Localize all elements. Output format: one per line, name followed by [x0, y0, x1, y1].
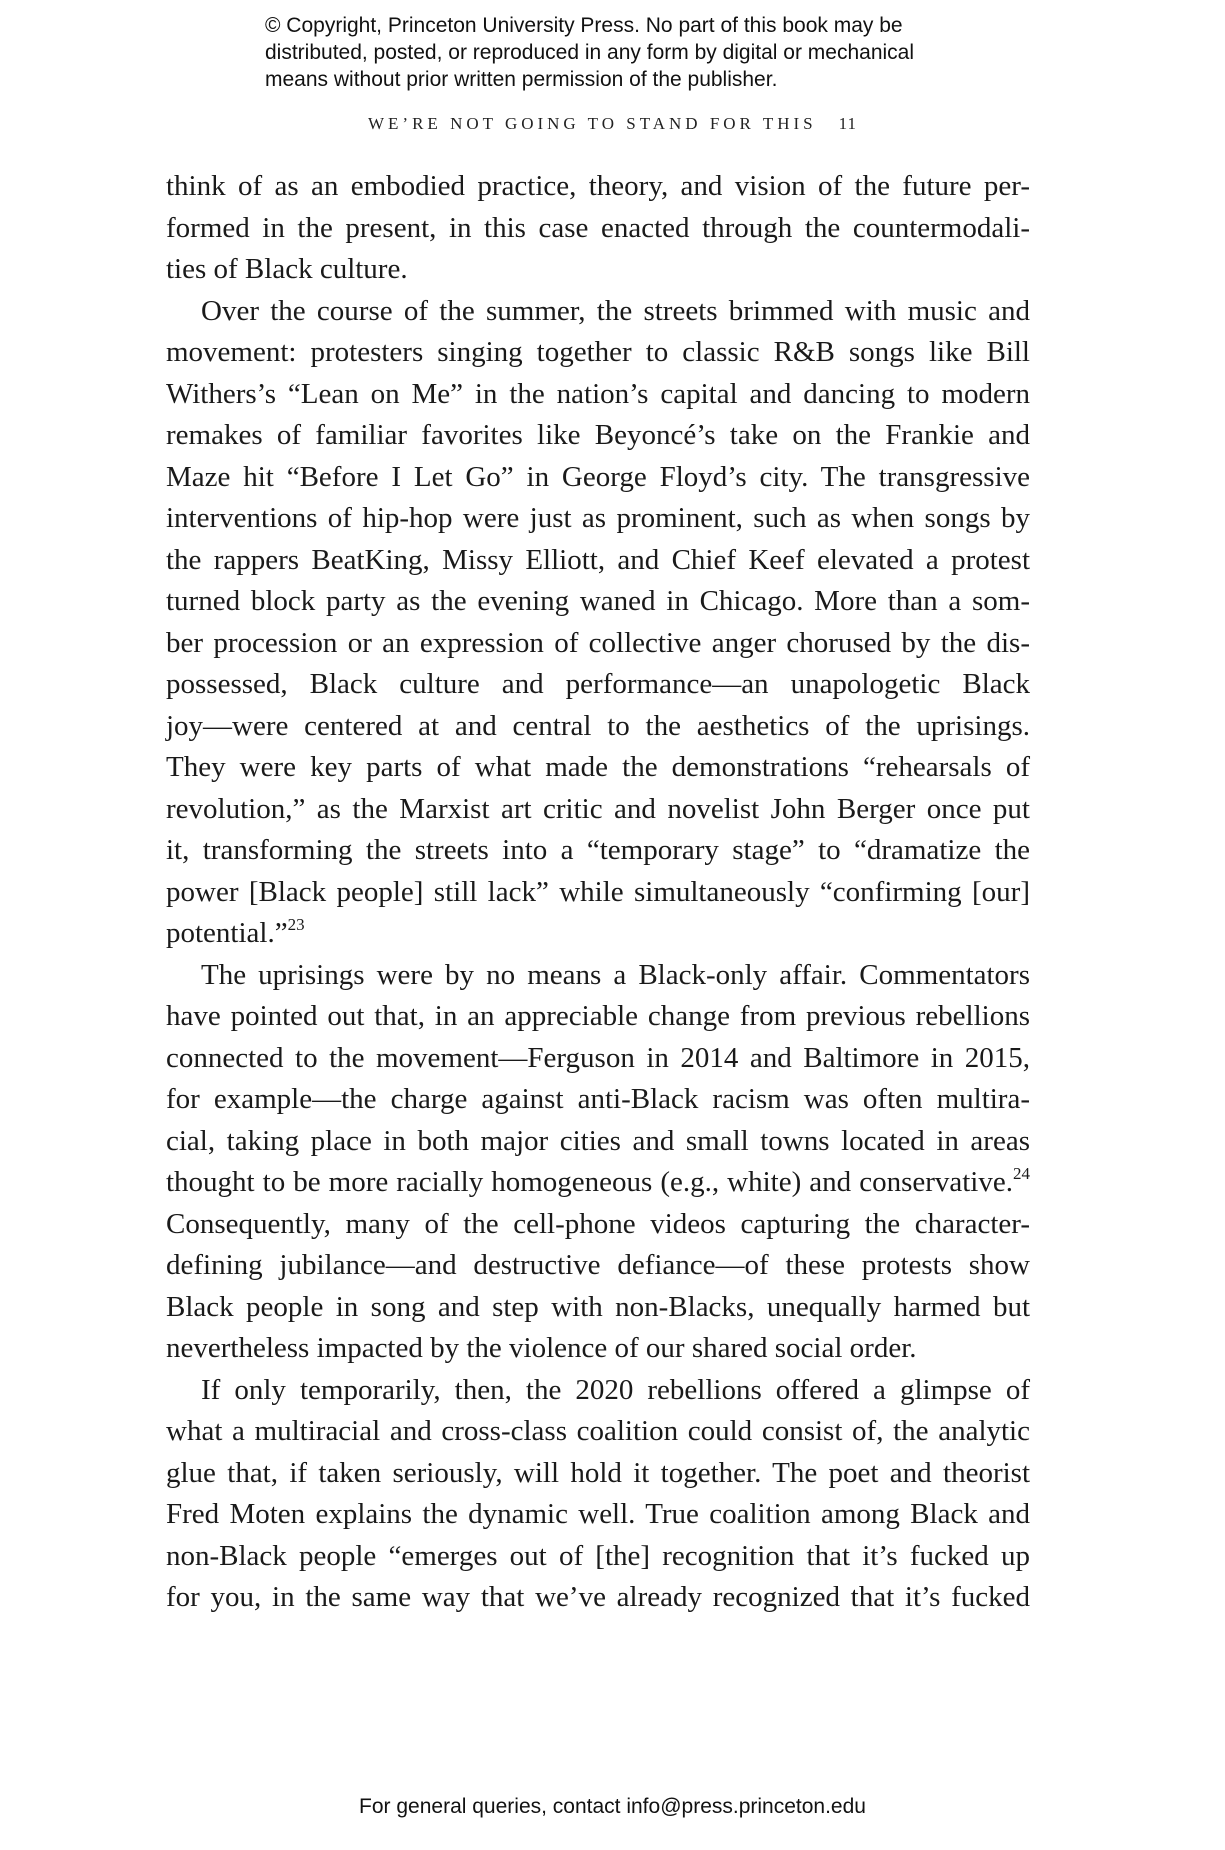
text-line: If only temporarily, then, the 2020 rebellions offered a glimpse of: [201, 1373, 1030, 1406]
text-line: revolution,” as the Marxist art critic and novelist John Berger once put: [166, 792, 1030, 825]
body-text: [166, 166, 1030, 1619]
text-line: interventions of hip-hop were just as prominent, such as when songs by: [166, 502, 1030, 534]
text-line-with-note: [166, 913, 1030, 955]
text-line: ties of Black culture.: [166, 253, 408, 285]
text-line: turned block party as the evening waned in Chicago. More than a som-: [166, 585, 1030, 617]
copyright-notice: [265, 12, 1025, 93]
text-line: Withers’s “Lean on Me” in the nation’s capital and dancing to modern: [166, 377, 1030, 410]
copyright-line: means without prior written permission of the publisher.: [265, 68, 778, 91]
text-line: think of as an embodied practice, theory, and vision of the future per-: [166, 170, 1030, 202]
footnote-ref-23: 23: [287, 915, 305, 934]
footnote-ref-24: 24: [1013, 1164, 1030, 1183]
text-line: nevertheless impacted by the violence of our shared social order.: [166, 1332, 917, 1364]
text-line: non-Black people “emerges out of [the] recognition that it’s fucked up: [166, 1539, 1030, 1572]
text-line: what a multiracial and cross-class coalition could consist of, the analytic: [166, 1415, 1030, 1447]
text-line: glue that, if taken seriously, will hold it together. The poet and theorist: [166, 1456, 1030, 1489]
text-line: Fred Moten explains the dynamic well. True coalition among Black and: [166, 1498, 1030, 1530]
running-title: WE’RE NOT GOING TO STAND FOR THIS: [368, 114, 817, 133]
page-number: 11: [838, 114, 857, 133]
text-line: for example—the charge against anti-Black racism was often multira-: [166, 1083, 1030, 1115]
text-line: Maze hit “Before I Let Go” in George Floyd’s city. The transgressive: [166, 460, 1030, 493]
text-line: Consequently, many of the cell-phone videos capturing the character-: [166, 1207, 1030, 1240]
text-line: formed in the present, in this case enacted through the countermodali-: [166, 211, 1030, 244]
text-line: Black people in song and step with non-Blacks, unequally harmed but: [166, 1290, 1030, 1323]
text-fragment: thought to be more racially homogeneous (e.g., white) and conservative.: [166, 1166, 1013, 1198]
text-line: ber procession or an expression of collective anger chorused by the dis-: [166, 626, 1030, 659]
running-head: [0, 114, 1225, 134]
text-line: cial, taking place in both major cities and small towns located in areas: [166, 1124, 1030, 1157]
text-line: They were key parts of what made the demonstrations “rehearsals of: [166, 751, 1030, 783]
text-line: remakes of familiar favorites like Beyoncé’s take on the Frankie and: [166, 419, 1030, 451]
text-line-with-note: [166, 1162, 1030, 1204]
text-fragment: potential.”: [166, 917, 288, 949]
text-line: connected to the movement—Ferguson in 2014 and Baltimore in 2015,: [166, 1041, 1030, 1074]
text-line: possessed, Black culture and performance—an unapologetic Black: [166, 668, 1030, 700]
text-line: the rappers BeatKing, Missy Elliott, and Chief Keef elevated a protest: [166, 543, 1030, 576]
text-line: for you, in the same way that we’ve already recognized that it’s fucked: [166, 1581, 1030, 1613]
text-line: joy—were centered at and central to the aesthetics of the uprisings.: [166, 709, 1030, 742]
text-line: The uprisings were by no means a Black-only affair. Commentators: [201, 958, 1030, 991]
text-line: defining jubilance—and destructive defiance—of these protests show: [166, 1249, 1030, 1281]
text-line: have pointed out that, in an appreciable change from previous rebellions: [166, 1000, 1030, 1032]
text-line: it, transforming the streets into a “temporary stage” to “dramatize the: [166, 834, 1030, 866]
text-line: Over the course of the summer, the streets brimmed with music and: [201, 294, 1030, 327]
copyright-line: distributed, posted, or reproduced in any form by digital or mechanical: [265, 41, 915, 64]
footer-contact: For general queries, contact info@press.princeton.edu: [359, 1795, 866, 1818]
copyright-line: © Copyright, Princeton University Press. No part of this book may be: [265, 14, 903, 37]
text-line: power [Black people] still lack” while simultaneously “confirming [our]: [166, 875, 1030, 908]
text-line: movement: protesters singing together to classic R&B songs like Bill: [166, 336, 1030, 368]
